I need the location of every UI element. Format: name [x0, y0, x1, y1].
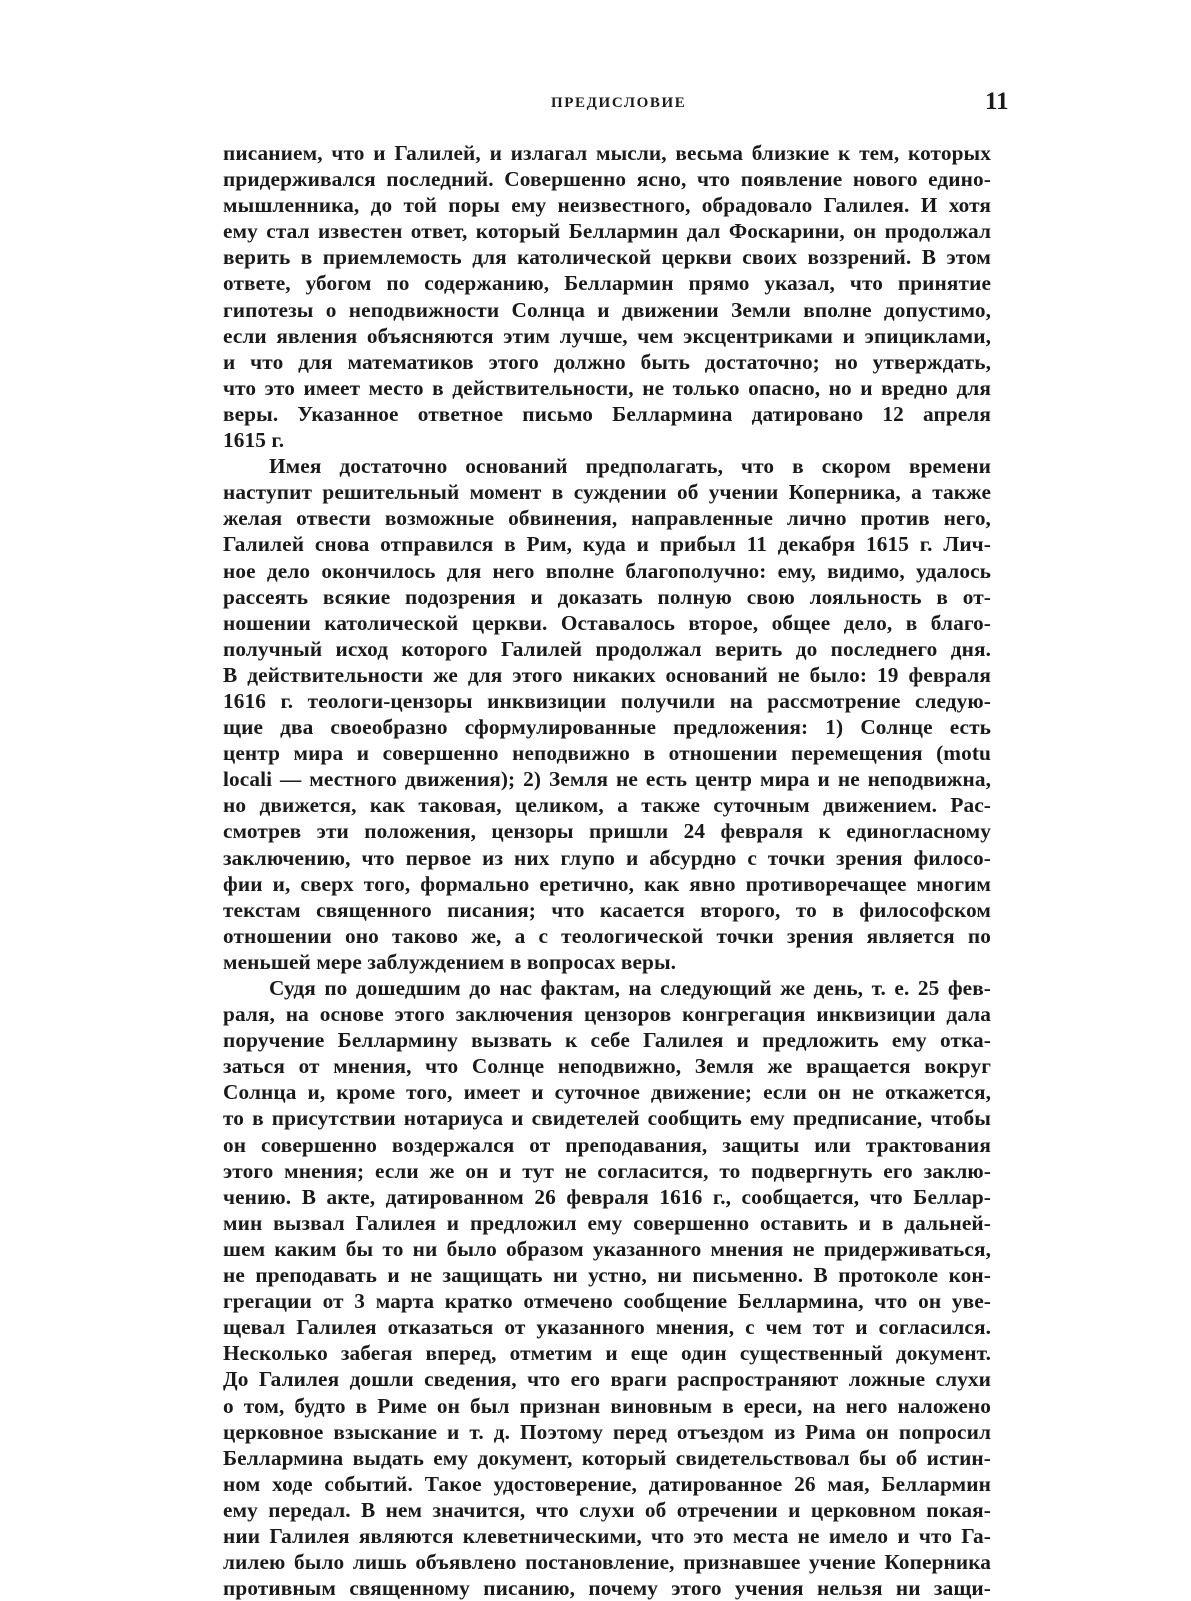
text-line: текстам священного писания; что касается второго, то в философском	[223, 897, 991, 922]
text-line: не преподавать и не защищать ни устно, ни письменно. В протоколе кон-	[223, 1263, 991, 1288]
running-title: ПРЕДИСЛОВИЕ	[551, 95, 687, 111]
text-line: церковное взыскание и т. д. Поэтому перед отъездом из Рима он попросил	[223, 1419, 991, 1444]
text-line: меньшей мере заблуждением в вопросах веры.	[223, 949, 677, 974]
text-line: ответе, убогом по содержанию, Беллармин прямо указал, что принятие	[223, 271, 991, 296]
text-line: мин вызвал Галилея и предложил ему совершенно оставить и в дальней-	[223, 1210, 991, 1235]
body-text	[223, 140, 991, 1601]
text-line: шем каким бы то ни было образом указанного мнения не придерживаться,	[223, 1236, 991, 1261]
paragraph	[223, 975, 991, 1601]
text-line: наступит решительный момент в суждении об учении Коперника, а также	[223, 480, 991, 505]
text-line: фии и, сверх того, формально еретично, как явно противоречащее многим	[223, 871, 991, 896]
text-line: ношении католической церкви. Оставалось второе, общее дело, в благо-	[223, 610, 991, 635]
text-line: Солнца и, кроме того, имеет и суточное движение; если он не откажется,	[223, 1080, 991, 1105]
text-line: о том, будто в Риме он был признан виновным в ереси, на него наложено	[223, 1393, 991, 1418]
text-line: рассеять всякие подозрения и доказать полную свою лояльность в от-	[223, 584, 991, 609]
text-line: В действительности же для этого никаких оснований не было: 19 февраля	[223, 662, 991, 687]
text-line: гипотезы о неподвижности Солнца и движении Земли вполне допустимо,	[223, 297, 991, 322]
text-line: ное дело окончилось для него вполне благополучно: ему, видимо, удалось	[223, 558, 991, 583]
text-line: щие два своеобразно сформулированные предложения: 1) Солнце есть	[223, 715, 991, 740]
paragraph	[223, 453, 991, 975]
text-line: веры. Указанное ответное письмо Беллармина датировано 12 апреля	[223, 401, 991, 426]
text-line: то в присутствии нотариуса и свидетелей сообщить ему предписание, чтобы	[223, 1106, 991, 1131]
text-line: ему стал известен ответ, который Беллармин дал Фоскарини, он продолжал	[223, 219, 991, 244]
text-line: заться от мнения, что Солнце неподвижно, Земля же вращается вокруг	[223, 1054, 991, 1079]
text-line: центр мира и совершенно неподвижно в отношении перемещения (motu	[223, 741, 991, 766]
text-line: верить в приемлемость для католической церкви своих воззрений. В этом	[223, 245, 991, 270]
text-line: и что для математиков этого должно быть достаточно; но утверждать,	[223, 349, 991, 374]
text-line: Несколько забегая вперед, отметим и еще один существенный документ.	[223, 1341, 991, 1366]
paragraph	[223, 140, 991, 453]
text-line: получный исход которого Галилей продолжал верить до последнего дня.	[223, 636, 991, 661]
text-line: писанием, что и Галилей, и излагал мысли, весьма близкие к тем, которых	[223, 141, 991, 165]
text-line: если явления объясняются этим лучше, чем эксцентриками и эпициклами,	[223, 323, 991, 348]
text-line: он совершенно воздержался от преподавания, защиты или трактования	[223, 1132, 991, 1157]
text-line: этого мнения; если же он и тут не согласится, то подвергнуть его заклю-	[223, 1158, 991, 1183]
text-line: Имея достаточно оснований предполагать, что в скором времени	[269, 454, 991, 479]
text-line: ном ходе событий. Такое удостоверение, датированное 26 мая, Беллармин	[223, 1471, 991, 1496]
text-line: До Галилея дошли сведения, что его враги распространяют ложные слухи	[223, 1367, 991, 1392]
text-line: лилею было лишь объявлено постановление, признавшее учение Коперника	[223, 1550, 991, 1575]
text-line: придерживался последний. Совершенно ясно, что появление нового едино-	[223, 167, 991, 192]
text-line: смотрев эти положения, цензоры пришли 24 февраля к единогласному	[223, 819, 991, 844]
text-line: locali — местного движения); 2) Земля не есть центр мира и не неподвижна,	[223, 767, 991, 792]
text-line: 1615 г.	[223, 428, 285, 453]
text-line: Беллармина выдать ему документ, который свидетельствовал бы об истин-	[223, 1445, 991, 1470]
text-line: ему передал. В нем значится, что слухи об отречении и церковном покая-	[223, 1497, 991, 1522]
text-line: чению. В акте, датированном 26 февраля 1616 г., сообщается, что Беллар-	[223, 1184, 991, 1209]
text-line: раля, на основе этого заключения цензоров конгрегация инквизиции дала	[223, 1002, 991, 1027]
text-line: что это имеет место в действительности, не только опасно, но и вредно для	[223, 375, 991, 400]
text-line: мышленника, до той поры ему неизвестного, обрадовало Галилея. И хотя	[223, 193, 991, 218]
text-line: грегации от 3 марта кратко отмечено сообщение Беллармина, что он уве-	[223, 1289, 991, 1314]
text-line: щевал Галилея отказаться от указанного мнения, с чем тот и согласился.	[223, 1315, 991, 1340]
text-line: Галилей снова отправился в Рим, куда и прибыл 11 декабря 1615 г. Лич-	[223, 532, 991, 557]
text-line: 1616 г. теологи-цензоры инквизиции получили на рассмотрение следую-	[223, 688, 991, 713]
text-line: Судя по дошедшим до нас фактам, на следующий же день, т. е. 25 фев-	[269, 976, 991, 1000]
text-line: заключению, что первое из них глупо и абсурдно с точки зрения филосо-	[223, 845, 991, 870]
text-line: но движется, как таковая, целиком, а также суточным движением. Рас-	[223, 793, 991, 818]
text-line: отношении оно таково же, а с теологической точки зрения является по	[223, 923, 991, 948]
text-line: поручение Беллармину вызвать к себе Галилея и предложить ему отка-	[223, 1028, 991, 1053]
text-line: противным священному писанию, почему этого учения нельзя ни защи-	[223, 1576, 991, 1601]
text-line: нии Галилея являются клеветническими, что это места не имело и что Га-	[223, 1523, 991, 1548]
text-line: желая отвести возможные обвинения, направленные лично против него,	[223, 506, 991, 531]
page-number: 11	[985, 88, 1009, 115]
